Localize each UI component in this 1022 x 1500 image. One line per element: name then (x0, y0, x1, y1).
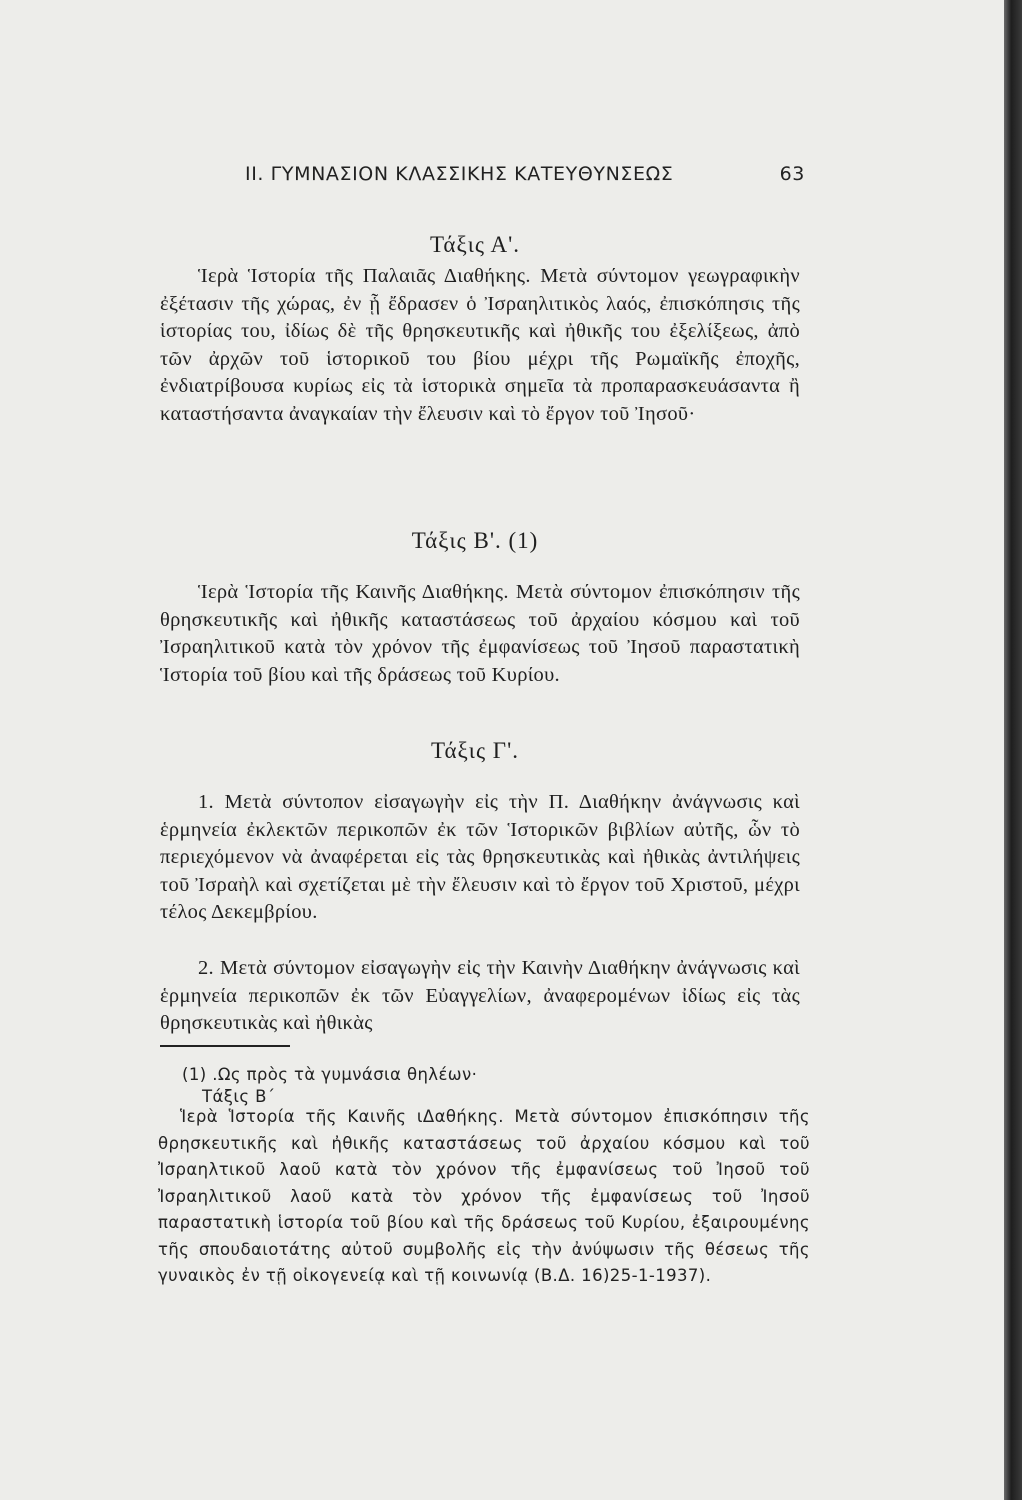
footnote-reference: (1) .Ως πρὸς τὰ γυμνάσια θηλέων· (182, 1065, 478, 1084)
section-heading-c: Τάξις Γ'. (430, 738, 519, 763)
footnote-divider (160, 1045, 290, 1047)
header-title: II. ΓΥΜΝΑΣΙΟΝ ΚΛΑΣΣΙΚΗΣ ΚΑΤΕΥΘΥΝΣΕΩΣ (245, 163, 674, 185)
paragraph-old-testament: Ἱερὰ Ἱστορία τῆς Παλαιᾶς Διαθήκης. Μετὰ σύντομον γεωγραφικὴν ἐξέτασιν τῆς χώρας, ἐν ᾗ ἔδρασεν ὁ Ἰσραηλιτικὸς λαός, ἐπισκόπησις τῆς ἱστορίας του, ἰδίως δὲ τῆς θρησκευτικῆς καὶ ἠθικῆς του ἐξελίξεως, ἀπὸ τῶν ἀρχῶν τοῦ ἱστορικοῦ του βίου μέχρι τῆς Ρωμαϊκῆς ἐποχῆς, ἐνδιατρίβουσα κυρίως εἰς τὰ ἱστορικὰ σημεῖα τὰ προπαρασκευάσαντα ἢ καταστήσαντα ἀναγκαίαν τὴν ἔλευσιν καὶ τὸ ἔργον τοῦ Ἰησοῦ· (160, 265, 800, 425)
running-header (245, 163, 805, 185)
paragraph-new-testament: Ἱερὰ Ἱστορία τῆς Καινῆς Διαθήκης. Μετὰ σύντομον ἐπισκόπησιν τῆς θρησκευτικῆς καὶ ἠθικῆς καταστάσεως τοῦ ἀρχαίου κόσμου καὶ τοῦ Ἰσραηλιτικοῦ κατὰ τὸν χρόνον τῆς ἐμφανίσεως τοῦ Ἰησοῦ παραστατικὴ Ἱστορία τοῦ βίου καὶ τῆς δράσεως τοῦ Κυρίου. (160, 581, 800, 686)
footnote-class-heading: Τάξις Β΄ (202, 1087, 276, 1106)
paragraph-c-item-2: 2. Μετὰ σύντομον εἰσαγωγὴν εἰς τὴν Καινὴν Διαθήκην ἀνάγνωσις καὶ ἑρμηνεία περικοπῶν ἐκ τῶν Εὐαγγελίων, ἀναφερομένων ἰδίως εἰς τὰς θρησκευτικὰς καὶ ἠθικὰς (160, 957, 800, 1035)
page-edge-shadow (1004, 0, 1022, 1500)
page-number: 63 (779, 163, 805, 185)
footnote-body: Ἱερὰ Ἱστορία τῆς Καινῆς ιΔαθήκης. Μετὰ σύντομον ἐπισκόπησιν τῆς θρησκευτικῆς καὶ ἠθικῆς καταστάσεως τοῦ ἀρχαίου κόσμου καὶ τοῦ Ἰσραηλτικοῦ λαοῦ κατὰ τὸν χρόνον τῆς ἐμφανίσεως τοῦ Ἰησοῦ τοῦ Ἰσραηλιτικοῦ λαοῦ κατὰ τὸν χρόνον τῆς ἐμφανίσεως τοῦ Ἰησοῦ παραστατικὴ ἱστορία τοῦ βίου καὶ τῆς δράσεως τοῦ Κυρίου, ἐξαιρουμένης τῆς σπουδαιοτάτης αὐτοῦ συμβολῆς εἰς τὴν ἀνύψωσιν τῆς θέσεως τῆς γυναικὸς ἐν τῇ οἰκογενείᾳ καὶ τῇ κοινωνίᾳ (Β.Δ. 16)25-1-1937). (158, 1107, 810, 1285)
paragraph-c-item-1: 1. Μετὰ σύντοπον εἰσαγωγὴν εἰς τὴν Π. Διαθήκην ἀνάγνωσις καὶ ἑρμηνεία ἐκλεκτῶν περικοπῶν ἐκ τῶν Ἱστορικῶν βιβλίων αὐτῆς, ὧν τὸ περιεχόμενον νὰ ἀναφέρεται εἰς τὰς θρησκευτικὰς καὶ ἠθικὰς ἀντιλήψεις τοῦ Ἰσραὴλ καὶ σχετίζεται μὲ τὴν ἔλευσιν καὶ τὸ ἔργον τοῦ Χριστοῦ, μέχρι τέλος Δεκεμβρίου. (160, 791, 800, 924)
section-heading-a: Τάξις Α'. (429, 232, 521, 257)
section-heading-b: Τάξις Β'. (1) (411, 528, 539, 553)
